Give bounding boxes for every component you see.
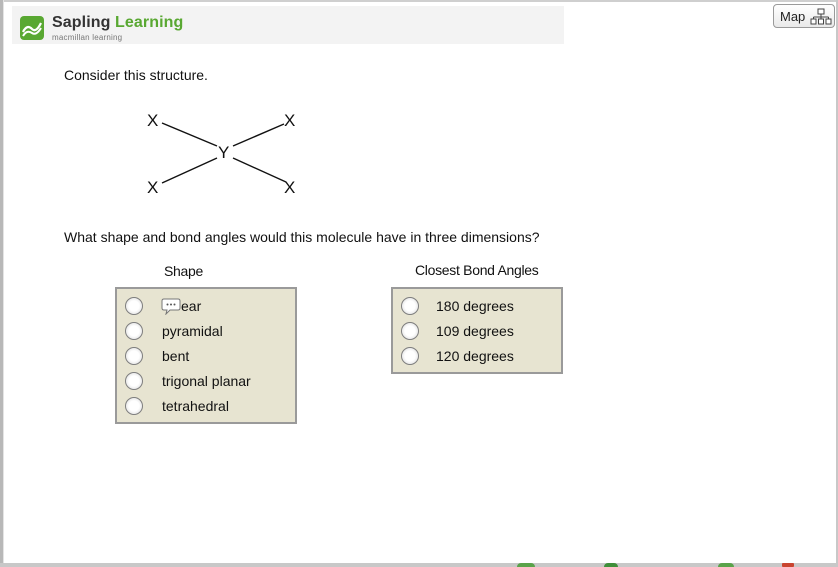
- brand-name-part2: Learning: [115, 14, 184, 31]
- shape-option-ear[interactable]: [125, 297, 290, 317]
- atom-x-top-right: X: [284, 111, 296, 130]
- shape-option-label: tetrahedral: [162, 398, 229, 414]
- question-prompt: Consider this structure.: [64, 67, 208, 83]
- angle-option-label: 120 degrees: [436, 348, 514, 364]
- atom-y-center: Y: [218, 143, 230, 162]
- shape-option-label: pyramidal: [162, 323, 223, 339]
- bond-line: [162, 158, 217, 183]
- radio-button[interactable]: [401, 297, 419, 315]
- brand-name: [52, 14, 183, 32]
- radio-button[interactable]: [125, 397, 143, 415]
- atom-x-top-left: X: [147, 111, 159, 130]
- sapling-leaf-icon: [20, 16, 44, 40]
- bond-line: [233, 124, 284, 146]
- footer-status-indicator: [718, 563, 734, 567]
- map-button[interactable]: [773, 4, 835, 28]
- map-button-label: Map: [780, 9, 806, 24]
- window-left-border-inner: [3, 0, 4, 567]
- speech-bubble-icon[interactable]: [161, 297, 181, 315]
- footer-status-indicator: [517, 563, 535, 567]
- atom-x-bottom-left: X: [147, 178, 159, 197]
- atom-x-bottom-right: X: [284, 178, 296, 197]
- radio-button[interactable]: [401, 322, 419, 340]
- shape-option-trigonal-planar[interactable]: [125, 372, 290, 392]
- angle-option-label: 180 degrees: [436, 298, 514, 314]
- brand-name-part1: Sapling: [52, 14, 111, 31]
- shape-column-heading: Shape: [164, 263, 203, 279]
- bond-line: [233, 158, 286, 182]
- bond-angle-options-box: [391, 287, 563, 374]
- radio-button[interactable]: [125, 322, 143, 340]
- window-bottom-border: [0, 563, 838, 567]
- bond-line: [162, 123, 217, 146]
- brand-subtitle: macmillan learning: [52, 33, 123, 42]
- window-top-border: [0, 0, 838, 2]
- shape-option-bent[interactable]: [125, 347, 290, 367]
- radio-button[interactable]: [125, 297, 143, 315]
- radio-button[interactable]: [125, 347, 143, 365]
- radio-button[interactable]: [401, 347, 419, 365]
- angle-option-label: 109 degrees: [436, 323, 514, 339]
- shape-option-label: trigonal planar: [162, 373, 251, 389]
- radio-button[interactable]: [125, 372, 143, 390]
- angle-option-120[interactable]: [401, 347, 556, 367]
- shape-option-label: ear: [181, 298, 202, 314]
- shape-option-label: bent: [162, 348, 190, 364]
- sitemap-icon: [810, 8, 832, 25]
- angle-option-109[interactable]: [401, 322, 556, 342]
- footer-status-indicator: [604, 563, 618, 567]
- question-text: What shape and bond angles would this molecule have in three dimensions?: [64, 229, 540, 245]
- footer-status-indicator: [782, 563, 794, 567]
- shape-option-tetrahedral[interactable]: [125, 397, 290, 417]
- molecule-structure-diagram: [140, 106, 310, 200]
- shape-options-box: [115, 287, 297, 424]
- angle-option-180[interactable]: [401, 297, 556, 317]
- bond-angle-column-heading: Closest Bond Angles: [415, 262, 539, 278]
- shape-option-pyramidal[interactable]: [125, 322, 290, 342]
